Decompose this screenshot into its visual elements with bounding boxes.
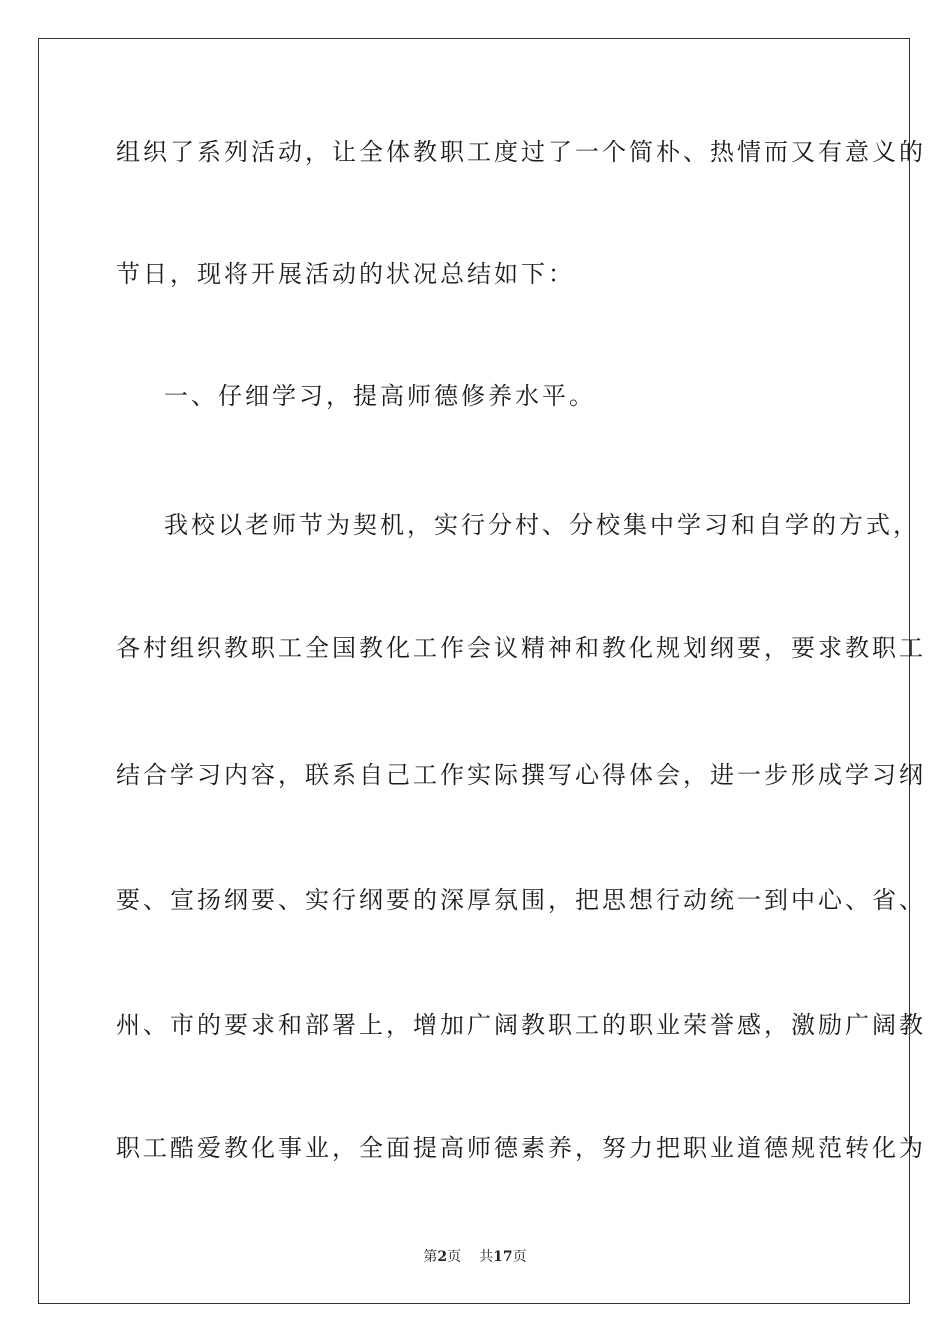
total-prefix: 共 [479,1249,494,1265]
body-text-line-8: 职工酷爱教化事业，全面提高师德素养，努力把职业道德规范转化为 [116,1134,926,1162]
page-number: 2 [437,1249,448,1265]
section-heading: 一、仔细学习，提高师德修养水平。 [164,382,596,410]
page-border [38,38,926,1304]
body-text-line-3: 我校以老师节为契机，实行分村、分校集中学习和自学的方式， [164,511,920,539]
total-pages: 17 [493,1249,513,1265]
body-text-line-5: 结合学习内容，联系自己工作实际撰写心得体会，进一步形成学习纲 [116,761,926,789]
total-suffix: 页 [512,1249,527,1265]
page-footer [0,1248,950,1266]
body-text-line-6: 要、宣扬纲要、实行纲要的深厚氛围，把思想行动统一到中心、省、 [116,886,926,914]
body-text-line-1: 组织了系列活动，让全体教职工度过了一个简朴、热情而又有意义的 [116,138,926,166]
page-prefix: 第 [423,1249,438,1265]
body-text-line-4: 各村组织教职工全国教化工作会议精神和教化规划纲要，要求教职工 [116,634,926,662]
page-suffix: 页 [447,1249,462,1265]
body-text-line-7: 州、市的要求和部署上，增加广阔教职工的职业荣誉感，激励广阔教 [116,1011,926,1039]
body-text-line-2: 节日，现将开展活动的状况总结如下： [116,260,575,288]
